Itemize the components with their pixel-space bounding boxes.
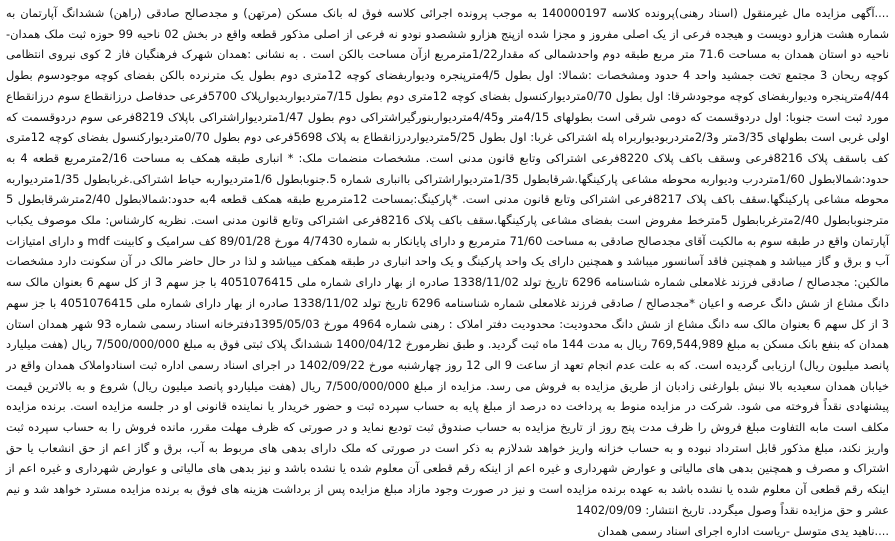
notice-text: [6, 3, 889, 541]
notice-body: ....آگهی مزایده مال غیرمنقول (اسناد رهنی)پرونده کلاسه 140000197 به موجب پرونده اجرائی کلاسه فوق له بانک مسکن (مرتهن) و مجدصالح صادقی (راهن) ششدانگ آپارتمان به شماره هشت هزارو دویست و هیجده فرعی از یک اصلی مفروز و مجزا شده ازپنج هزارو ششصدو نودو نه فرعی از اصلی مذکور قطعه واقع در بخش 02 ناحیه 99 حوزه ثبت ملک همدان-ناحیه دو استان همدان به مساحت 71.6 متر مربع طبقه دوم واحدشمالی که مقدار1/22مترمربع ازآن مساحت بالکن است . به نشانی :همدان شهرک فرهنگیان فاز 2 کوی نیروی انتظامی کوچه ریحان 3 مجتمع تخت جمشید واحد 4 حدود ومشخصات :شمالا: اول بطول 4/5مترپنجره ودیواربفضای کوچه 12متری دوم بطول یک مترنرده بالکن بفضای کوچه موجودسوم بطول 4/44مترپنجره ودیواربفضای کوچه موجودشرقا: اول بطول 0/70متردیوارکنسول بفضای کوچه 12متری دوم بطول 7/15متردیواربدیوارپلاک 5700فرعی حدفاصل درزانقطاع سوم درزانقطاع مورد ثبت است جنوبا: اول دردوقسمت که دومی شرقی است بطولهای 4/15متر و4/45متردیواربنورگیراشتراکی دوم بطول 1/47متردیواراشتراکی باپلاک 8219فرعی سوم دردوقسمت که اولی غربی است بطولهای 3/35متر و2/3متردربودیواربراه پله اشتراکی غربا: اول بطول 5/25متردیواردرزانقطاع به پلاک 5698فرعی دوم بطول 0/70متردیوارکنسول بفضای کوچه 12متری کف باسقف پلاک 8216فرعی وسقف باکف پلاک 8220فرعی اشتراکی وتابع قانون مدنی است. مشخصات منضمات ملک: * انباری طبقه همکف به مساحت 2/16مترمربع قطعه 4 به حدود:شمالابطول 1/60متردرب ودیواربه محوطه مشاعی پارکینگها.شرقابطول 1/35متردیواراشتراکی باانباری شماره 5.جنوبابطول 1/6متردیواربه حیاط اشتراکی.غربابطول 1/35متردیواربه محوطه مشاعی پارکینگها.سقف باکف پلاک 8217فرعی اشتراکی وتابع قانون مدنی است. *پارکینگ:بمساحت 12مترمربع طبقه همکف قطعه 4به حدود:شمالابطول 2/40مترشرقابطول 5 مترجنوبابطول 2/40مترغربابطول 5مترخط مفروض است بفضای مشاعی پارکینگها.سقف باکف پلاک 8216فرعی اشتراکی وتابع قانون مدنی است. نظریه کارشناس: ملک موصوف یکباب آپارتمان واقع در طبقه سوم به مالکیت آقای مجدصالح صادقی به مساحت 71/60 مترمربع و دارای پایانکار به شماره 4/7430 مورخ 89/01/28 کف سرامیک و کابینت mdf و دارای امتیازات آب و برق و گاز میباشد و همچنین فاقد آسانسور میباشد و همچنین دارای یک واحد پارکینگ و یک واحد انباری در طبقه همکف میباشد و لذا در حال حاضر مالک در آن سکونت دارد مشخصات مالکین: مجدصالح / صادقی فرزند غلامعلی شماره شناسنامه 6296 تاریخ تولد 1338/11/02 صادره از بهار دارای شماره ملی 4051076415 با جز سهم 3 از کل سهم 6 بعنوان مالک سه دانگ مشاع از شش دانگ عرصه و اعیان *مجدصالح / صادقی فرزند غلامعلی شماره شناسنامه 6296 تاریخ تولد 1338/11/02 صادره از بهار دارای شماره ملی 4051076415 با جز سهم 3 از کل سهم 6 بعنوان مالک سه دانگ مشاع از شش دانگ محدودیت: محدودیت دفتر املاک : رهنی شماره 4964 مورخ 1395/05/03دفترخانه اسناد رسمی شماره 93 شهر همدان استان همدان که بنفع بانک مسکن به مبلغ 769,544,989 ریال به مدت 144 ماه ثبت گردید. و طبق نظرمورخ 1400/04/12 ششدانگ پلاک ثبتی فوق به مبلغ 7/500/000/000 ریال (هفت میلیارد پانصد میلیون ریال) ارزیابی گردیده است. که به علت عدم انجام تعهد از ساعت 9 الی 12 روز چهارشنبه مورخ 1402/09/22 در اجرای اسناد رسمی اداره ثبت اسنادواملاک همدان واقع در خیابان همدان سعیدیه بالا نبش بلوارغنی زادبان از طریق مزایده به فروش می رسد. مزایده از مبلغ 7/500/000/000 ریال (هفت میلیاردو پانصد میلیون ریال) شروع و به بالاترین قیمت پیشنهادی نقداً فروخته می شود. شرکت در مزایده منوط به پرداخت ده درصد از مبلغ پایه به حساب سپرده ثبت و حضور خریدار یا نماینده قانونی او در جلسه مزایده است. برنده مزایده مکلف است مابه التفاوت مبلغ فروش را ظرف مدت پنج روز از تاریخ مزایده به حساب صندوق ثبت تودیع نماید و در صورتی که ظرف مهلت مقرر، مانده فروش را به حساب سپرده ثبت واریز نکند، مبلغ مذکور قابل استرداد نبوده و به حساب خزانه واریز خواهد شدلازم به ذکر است در صورتی که ملک دارای بدهی های مربوط به آب، برق و گاز اعم از حق انشعاب یا حق اشتراک و مصرف و همچنین بدهی های مالیاتی و عوارض شهرداری و غیره اعم از اینکه رقم قطعی آن معلوم شده یا نشده باشد و نیز بدهی های مالیاتی و عوارض شهرداری و غیره اعم از اینکه رقم قطعی آن معلوم شده یا نشده باشد به عهده برنده مزایده است و نیز در صورت وجود مازاد مبلغ مزایده پس از برداشت هزینه های فوق به برنده مزایده مسترد خواهد شد و نیم عشر و حق مزایده نقداً وصول میگردد. تاریخ انتشار: 1402/09/09: [6, 6, 890, 517]
notice-signature: ....ناهید یدی متوسل -ریاست اداره اجرای اسناد رسمی همدان: [597, 523, 889, 538]
